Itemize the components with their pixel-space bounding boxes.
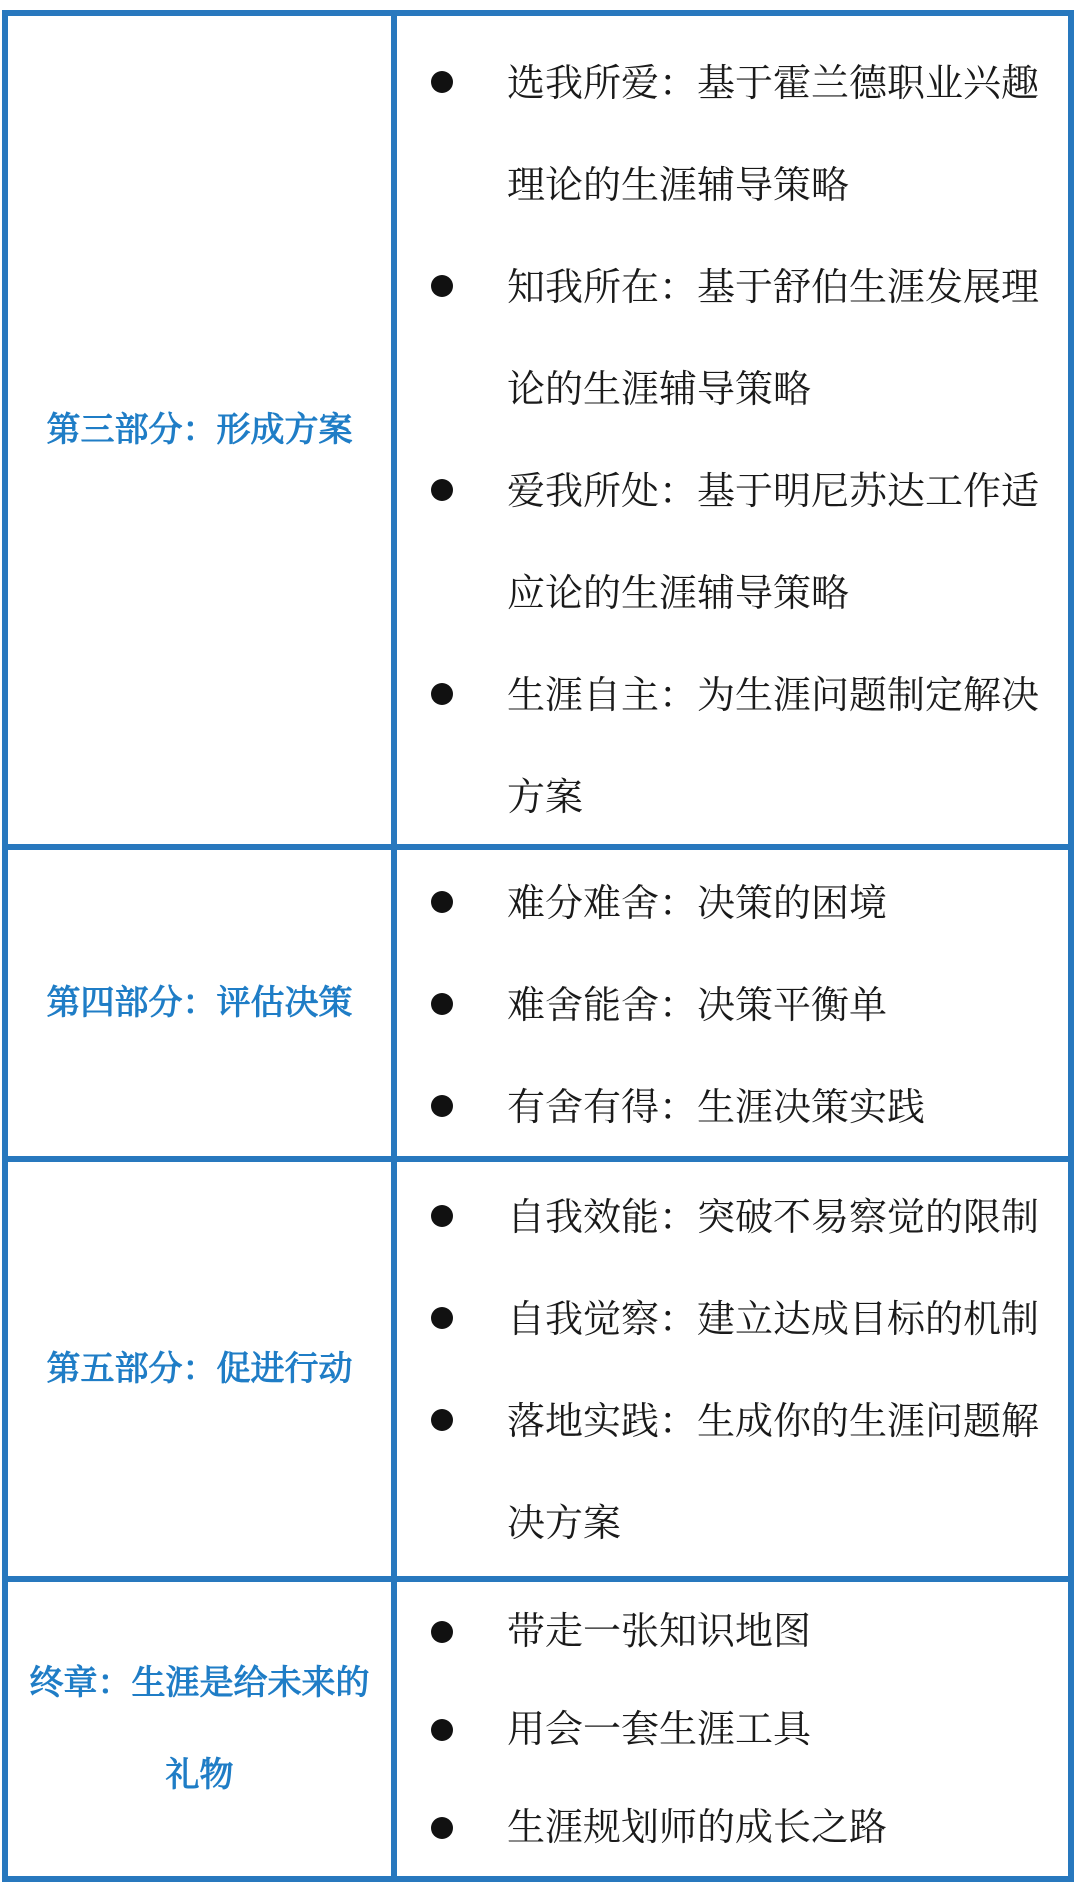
list-item (427, 1268, 1050, 1370)
table-row (8, 16, 1068, 844)
bullet-icon (431, 1621, 453, 1643)
list-item-text: 落地实践：生成你的生涯问题解决方案 (507, 1399, 1040, 1545)
section-label: 第四部分：评估决策 (46, 983, 353, 1023)
list-item-text: 带走一张知识地图 (507, 1609, 812, 1653)
list-item (427, 954, 1050, 1056)
bullet-icon (431, 1205, 453, 1227)
list-item-text: 爱我所处：基于明尼苏达工作适应论的生涯辅导策略 (507, 469, 1040, 615)
content-table (2, 10, 1074, 1882)
list-item (427, 644, 1050, 848)
section-label: 终章：生涯是给未来的礼物 (29, 1663, 370, 1795)
table-row (8, 1576, 1068, 1876)
list-item-text: 自我觉察：建立达成目标的机制 (507, 1297, 1040, 1341)
list-item-text: 知我所在：基于舒伯生涯发展理论的生涯辅导策略 (507, 265, 1040, 411)
bullet-icon (431, 1095, 453, 1117)
section-label-cell (8, 16, 397, 844)
bullet-icon (431, 1817, 453, 1839)
bullet-icon (431, 71, 453, 93)
bullet-icon (431, 891, 453, 913)
bullet-icon (431, 993, 453, 1015)
list-item (427, 1582, 1050, 1680)
bullet-icon (431, 683, 453, 705)
list-item-text: 选我所爱：基于霍兰德职业兴趣理论的生涯辅导策略 (507, 61, 1040, 207)
bullet-icon (431, 1409, 453, 1431)
bullet-icon (431, 1719, 453, 1741)
list-item (427, 1056, 1050, 1158)
section-label-cell (8, 1582, 397, 1876)
list-item-text: 生涯自主：为生涯问题制定解决方案 (507, 673, 1040, 819)
list-item (427, 32, 1050, 236)
list-item-text: 生涯规划师的成长之路 (507, 1805, 888, 1849)
list-item-text: 难舍能舍：决策平衡单 (507, 983, 888, 1027)
bullet-icon (431, 479, 453, 501)
section-label: 第三部分：形成方案 (46, 410, 353, 450)
table-row (8, 844, 1068, 1156)
bullet-icon (431, 275, 453, 297)
list-item (427, 440, 1050, 644)
section-label-cell (8, 850, 397, 1156)
section-items (397, 16, 1068, 844)
list-item (427, 1370, 1050, 1574)
bullet-icon (431, 1307, 453, 1329)
table-row (8, 1156, 1068, 1576)
list-item (427, 1680, 1050, 1778)
section-items (397, 850, 1068, 1156)
section-label-cell (8, 1162, 397, 1576)
section-items (397, 1582, 1068, 1876)
list-item-text: 自我效能：突破不易察觉的限制 (507, 1195, 1040, 1239)
list-item (427, 1778, 1050, 1876)
section-items (397, 1162, 1068, 1576)
section-label: 第五部分：促进行动 (46, 1349, 353, 1389)
list-item (427, 236, 1050, 440)
list-item-text: 用会一套生涯工具 (507, 1707, 812, 1751)
list-item-text: 难分难舍：决策的困境 (507, 881, 888, 925)
list-item (427, 852, 1050, 954)
list-item (427, 1166, 1050, 1268)
list-item-text: 有舍有得：生涯决策实践 (507, 1085, 926, 1129)
